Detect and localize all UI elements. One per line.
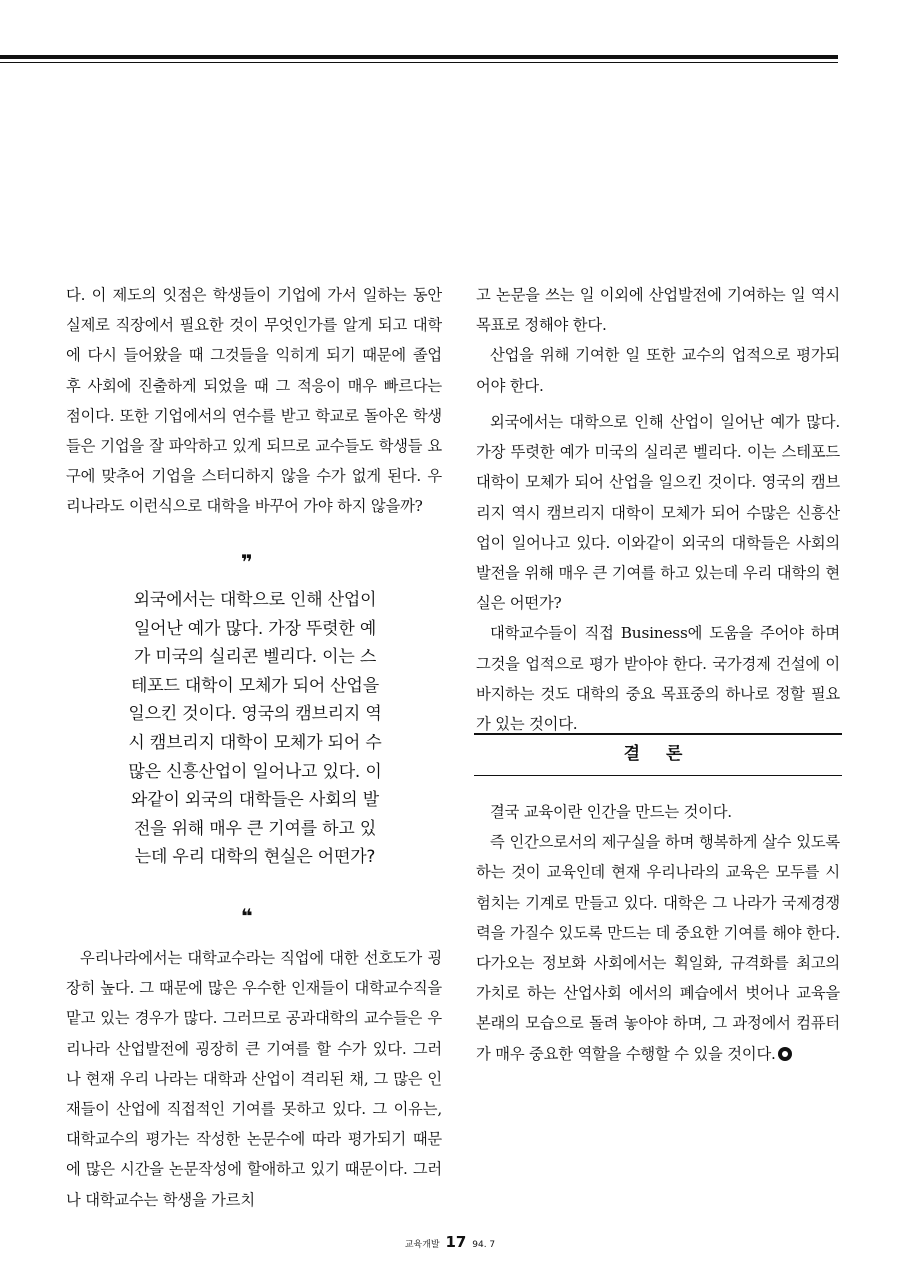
body-paragraph: 대학교수들이 직접 Business에 도움을 주어야 하며 그것을 업적으로 평가 받아야 한다. 국가경제 건설에 이바지하는 것도 대학의 중요 목표중의 하나로 정할 필요가 있는 것이다. <box>476 624 840 734</box>
quote-close-mark: ❞ <box>241 550 253 574</box>
body-paragraph: 우리나라에서는 대학교수라는 직업에 대한 선호도가 굉장히 높다. 그 때문에 많은 우수한 인재들이 대학교수직을 맡고 있는 경우가 많다. 그러므로 공과대학의 교수들은 우리나라 산업발전에 굉장히 큰 기여를 할 수가 있다. 그러나 현재 우리 나라는 대학과 산업이 격리된 채, 그 많은 인재들이 산업에 직접적인 기여를 못하고 있다. 그 이유는, 대학교수의 평가는 작성한 논문수에 따라 평가되기 때문에 많은 시간을 논문작성에 할애하고 있기 때문이다. 그러나 대학교수는 학생을 가르치 <box>66 949 442 1209</box>
section-heading: 결 론 <box>623 744 693 764</box>
issue-date: 94. 7 <box>472 1240 496 1250</box>
pull-quote <box>126 586 384 872</box>
body-paragraph: 고 논문을 쓰는 일 이외에 산업발전에 기여하는 일 역시 목표로 정해야 한다. <box>476 286 840 335</box>
left-column-top <box>66 280 442 522</box>
left-column-bottom <box>66 943 442 1215</box>
conclusion-paragraph: 즉 인간으로서의 제구실을 하며 행복하게 살수 있도록 하는 것이 교육인데 현재 우리나라의 교육은 모두를 시험치는 기계로 만들고 있다. 대학은 그 나라가 국제경쟁력을 가질수 있도록 만드는 데 중요한 기여를 해야 한다. 다가오는 정보화 사회에서는 획일화, 규격화를 최고의 가치로 하는 산업사회 에서의 폐습에서 벗어나 교육을 본래의 모습으로 돌려 놓아야 하며, 그 과정에서 컴퓨터가 매우 중요한 역할을 수행할 수 있을 것이다. <box>476 833 840 1063</box>
header-rule-thin <box>0 62 838 63</box>
conclusion-paragraph: 결국 교육이란 인간을 만드는 것이다. <box>490 803 732 821</box>
end-of-article-icon <box>778 1047 792 1061</box>
publication-name: 교육개발 <box>404 1240 440 1250</box>
page-number: 17 <box>445 1233 467 1251</box>
body-paragraph: 산업을 위해 기여한 일 또한 교수의 업적으로 평가되어야 한다. <box>476 346 840 395</box>
body-paragraph: 다. 이 제도의 잇점은 학생들이 기업에 가서 일하는 동안 실제로 직장에서 필요한 것이 무엇인가를 알게 되고 대학에 다시 들어왔을 때 그것들을 익히게 되기 때문에 졸업 후 사회에 진출하게 되었을 때 그 적응이 매우 빠르다는 점이다. 또한 기업에서의 연수를 받고 학교로 돌아온 학생들은 기업을 잘 파악하고 있게 되므로 교수들도 학생들 요구에 맞추어 기업을 스터디하지 않을 수가 없게 된다. 우리나라도 이런식으로 대학을 바꾸어 가야 하지 않을까? <box>66 286 442 516</box>
page-footer <box>0 1232 900 1255</box>
pull-quote-text: 외국에서는 대학으로 인해 산업이 일어난 예가 많다. 가장 뚜렷한 예가 미국의 실리콘 벨리다. 이는 스테포드 대학이 모체가 되어 산업을 일으킨 것이다. 영국의 캠브리지 역시 캠브리지 대학이 모체가 되어 수많은 신흥산업이 일어나고 있다. 이와같이 외국의 대학들은 사회의 발전을 위해 매우 큰 기여를 하고 있는데 우리 대학의 현실은 어떤가? <box>128 590 382 868</box>
right-column-top <box>476 280 840 401</box>
section-rule-top <box>474 733 842 735</box>
conclusion-block <box>476 797 840 1069</box>
header-rule-thick <box>0 55 838 59</box>
body-paragraph: 외국에서는 대학으로 인해 산업이 일어난 예가 많다. 가장 뚜렷한 예가 미국의 실리콘 벨리다. 이는 스테포드 대학이 모체가 되어 산업을 일으킨 것이다. 영국의 캠브리지 역시 캠브리지 대학이 모체가 되어 수많은 신흥산업이 일어나고 있다. 이와같이 외국의 대학들은 사회의 발전을 위해 매우 큰 기여를 하고 있는데 우리 대학의 현실은 어떤가? <box>476 413 840 613</box>
right-column-middle <box>476 407 840 739</box>
section-rule-bottom <box>474 775 842 776</box>
quote-open-mark: ❝ <box>241 904 253 928</box>
